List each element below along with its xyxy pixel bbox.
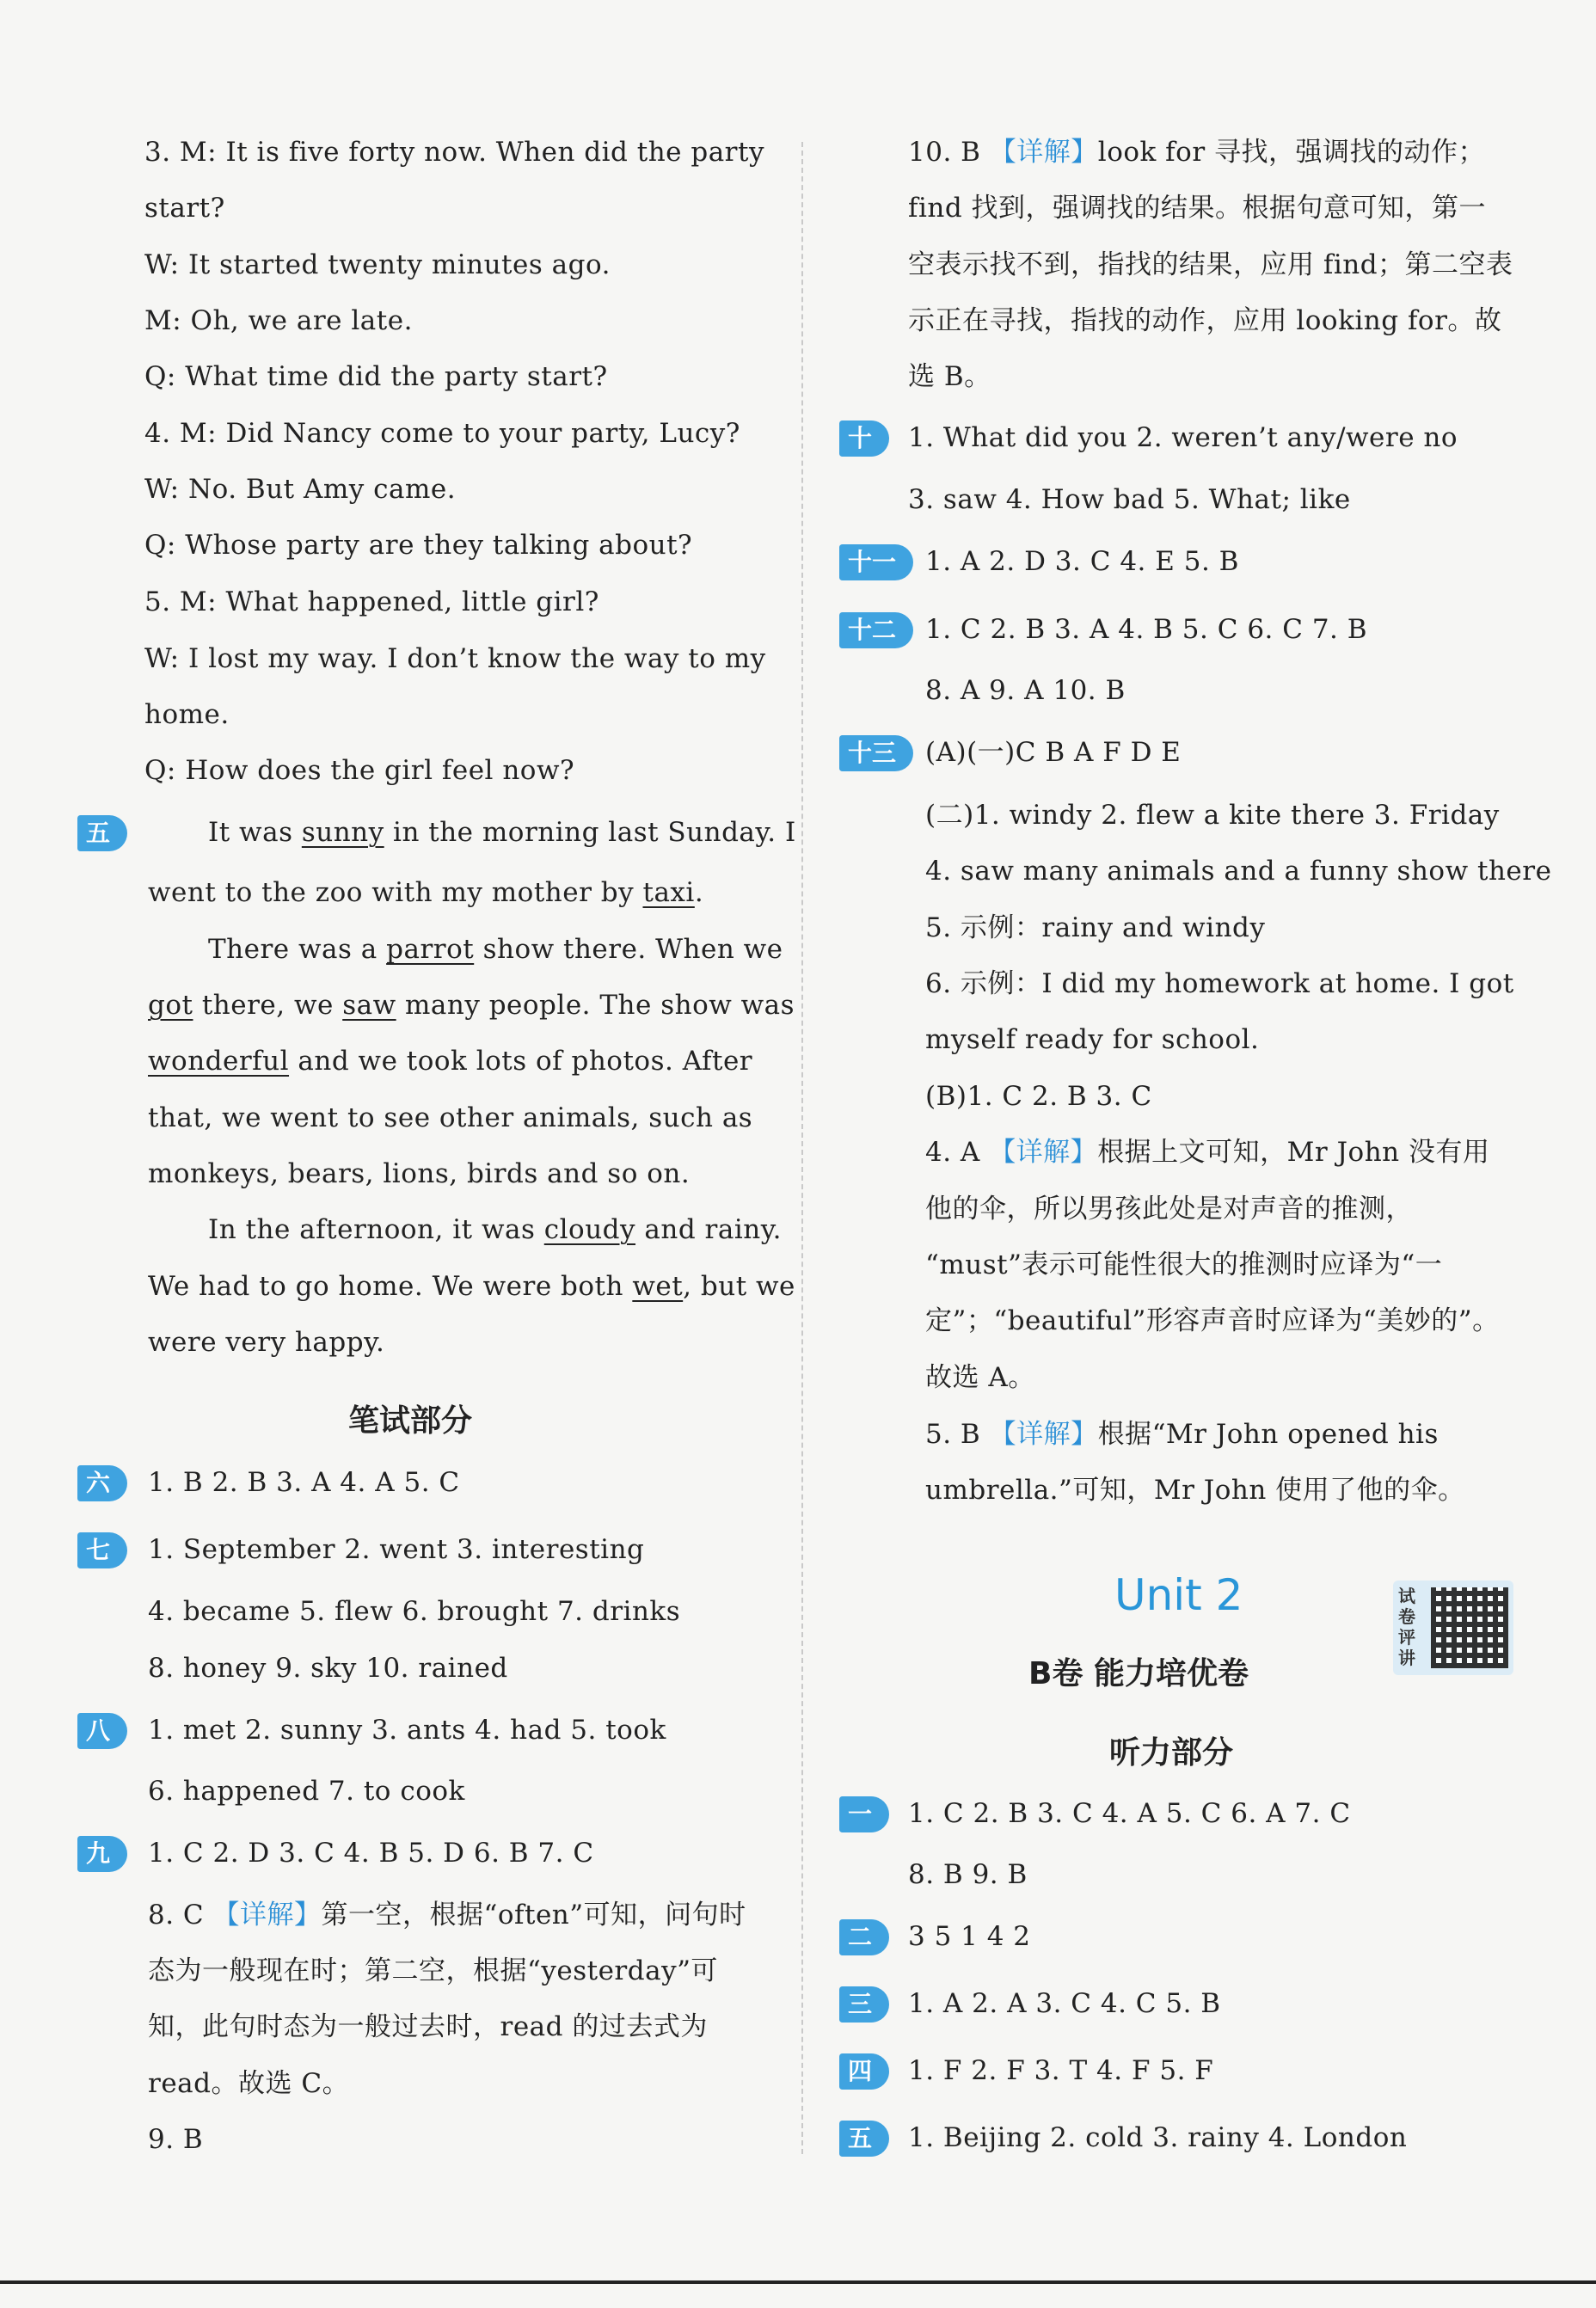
answer-line: (二)1. windy 2. flew a kite there 3. Friday xyxy=(925,800,1500,831)
passage-line: There was a parrot show there. When we xyxy=(208,934,783,965)
passage-line: wonderful and we took lots of photos. After xyxy=(148,1046,753,1077)
text-line: home. xyxy=(144,699,230,730)
answer-line: 4. saw many animals and a funny show there xyxy=(925,856,1552,887)
listening-section-title: 听力部分 xyxy=(1109,1735,1234,1771)
explanation-line: 8. C 【详解】第一空，根据“often”可知，问句时 xyxy=(148,1900,746,1930)
answer-line: 1. A 2. D 3. C 4. E 5. B xyxy=(925,546,1239,577)
explanation-line: read。故选 C。 xyxy=(148,2068,350,2099)
section-tag-9: 九 xyxy=(77,1836,127,1872)
answer-line: 3. saw 4. How bad 5. What; like xyxy=(908,484,1351,515)
answer-line: 8. B 9. B xyxy=(908,1859,1028,1890)
explanation-line: 选 B。 xyxy=(908,361,991,392)
listening-tag-2: 二 xyxy=(839,1919,889,1955)
answer-line: 4. became 5. flew 6. brought 7. drinks xyxy=(148,1596,681,1627)
answer-line: 6. 示例：I did my homework at home. I got xyxy=(925,968,1514,999)
answer-line: 1. September 2. went 3. interesting xyxy=(148,1534,645,1565)
explanation-line: umbrella.”可知，Mr John 使用了他的伞。 xyxy=(925,1475,1465,1506)
passage-line: got there, we saw many people. The show was xyxy=(148,990,795,1021)
section-tag-10: 十 xyxy=(839,420,889,457)
text-line: W: No. But Amy came. xyxy=(144,474,457,505)
text-line: start? xyxy=(144,193,225,224)
text-line: W: It started twenty minutes ago. xyxy=(144,249,611,280)
qr-code-icon xyxy=(1431,1587,1508,1668)
answer-line: 6. happened 7. to cook xyxy=(148,1776,465,1807)
answer-line: 9. B xyxy=(148,2124,204,2155)
section-tag-11: 十一 xyxy=(839,544,913,580)
passage-line: We had to go home. We were both wet, but we xyxy=(148,1271,795,1302)
explanation-line: 空表示找不到，指找的结果，应用 find；第二空表 xyxy=(908,249,1513,280)
qr-code-panel[interactable] xyxy=(1393,1581,1513,1675)
answer-line: 1. Beijing 2. cold 3. rainy 4. London xyxy=(908,2122,1408,2153)
listening-tag-4: 四 xyxy=(839,2053,889,2090)
answer-line: 1. B 2. B 3. A 4. A 5. C xyxy=(148,1467,460,1498)
explanation-line: 态为一般现在时；第二空，根据“yesterday”可 xyxy=(148,1955,718,1986)
listening-tag-1: 一 xyxy=(839,1796,889,1832)
section-tag-12: 十二 xyxy=(839,612,913,648)
listening-tag-3: 三 xyxy=(839,1986,889,2023)
passage-line: that, we went to see other animals, such as xyxy=(148,1102,753,1133)
section-tag-6: 六 xyxy=(77,1465,127,1501)
text-line: Q: How does the girl feel now? xyxy=(144,755,575,786)
section-tag-8: 八 xyxy=(77,1713,127,1749)
answer-line: 1. met 2. sunny 3. ants 4. had 5. took xyxy=(148,1715,666,1746)
answer-line: 8. A 9. A 10. B xyxy=(925,675,1126,706)
page-bottom-rule xyxy=(0,2280,1596,2284)
paper-title: B卷 能力培优卷 xyxy=(1028,1656,1249,1691)
answer-line: 1. F 2. F 3. T 4. F 5. F xyxy=(908,2055,1214,2086)
explanation-line: find 找到，强调找的结果。根据句意可知，第一 xyxy=(908,193,1487,224)
explanation-line: 故选 A。 xyxy=(925,1362,1035,1393)
passage-line: In the afternoon, it was cloudy and rainy. xyxy=(208,1214,782,1245)
text-line: 5. M: What happened, little girl? xyxy=(144,586,599,617)
text-line: 4. M: Did Nancy come to your party, Lucy? xyxy=(144,418,740,449)
answer-line: 1. What did you 2. weren’t any/were no xyxy=(908,422,1458,453)
answer-line: 3 5 1 4 2 xyxy=(908,1921,1031,1952)
explanation-line: 4. A 【详解】根据上文可知，Mr John 没有用 xyxy=(925,1137,1490,1168)
passage-line: went to the zoo with my mother by taxi. xyxy=(148,877,704,908)
explanation-line: 5. B 【详解】根据“Mr John opened his xyxy=(925,1419,1439,1450)
passage-line: monkeys, bears, lions, birds and so on. xyxy=(148,1158,691,1189)
section-tag-13: 十三 xyxy=(839,735,913,771)
text-line: Q: What time did the party start? xyxy=(144,361,608,392)
text-line: M: Oh, we are late. xyxy=(144,305,413,336)
answer-line: myself ready for school. xyxy=(925,1024,1260,1055)
answer-line: (B)1. C 2. B 3. C xyxy=(925,1081,1152,1112)
explanation-line: 10. B 【详解】look for 寻找，强调找的动作； xyxy=(908,137,1485,168)
unit-title: Unit 2 xyxy=(1114,1570,1243,1620)
column-divider xyxy=(801,142,803,2154)
written-section-title: 笔试部分 xyxy=(348,1403,473,1439)
answer-line: 8. honey 9. sky 10. rained xyxy=(148,1653,508,1684)
explanation-line: “must”表示可能性很大的推测时应译为“一 xyxy=(925,1249,1443,1280)
qr-label: 试卷评讲 xyxy=(1398,1586,1415,1668)
answer-line: 1. C 2. B 3. C 4. A 5. C 6. A 7. C xyxy=(908,1798,1351,1829)
text-line: 3. M: It is five forty now. When did the party xyxy=(144,137,764,168)
explanation-line: 知，此句时态为一般过去时，read 的过去式为 xyxy=(148,2011,708,2042)
answer-line: 1. C 2. B 3. A 4. B 5. C 6. C 7. B xyxy=(925,614,1368,645)
answer-line: 1. A 2. A 3. C 4. C 5. B xyxy=(908,1988,1221,2019)
section-tag-7: 七 xyxy=(77,1532,127,1568)
answer-line: 1. C 2. D 3. C 4. B 5. D 6. B 7. C xyxy=(148,1838,594,1869)
passage-line: were very happy. xyxy=(148,1327,385,1358)
section-tag-5: 五 xyxy=(77,815,127,851)
text-line: W: I lost my way. I don’t know the way to my xyxy=(144,643,766,674)
explanation-line: 示正在寻找，指找的动作，应用 looking for。故 xyxy=(908,305,1502,336)
answer-line: (A)(一)C B A F D E xyxy=(925,737,1182,768)
listening-tag-5: 五 xyxy=(839,2121,889,2157)
answer-line: 5. 示例：rainy and windy xyxy=(925,912,1266,943)
passage-line: It was sunny in the morning last Sunday. I xyxy=(208,817,796,848)
text-line: Q: Whose party are they talking about? xyxy=(144,530,693,561)
explanation-line: 他的伞，所以男孩此处是对声音的推测， xyxy=(925,1194,1413,1225)
explanation-line: 定”；“beautiful”形容声音时应译为“美妙的”。 xyxy=(925,1305,1500,1336)
